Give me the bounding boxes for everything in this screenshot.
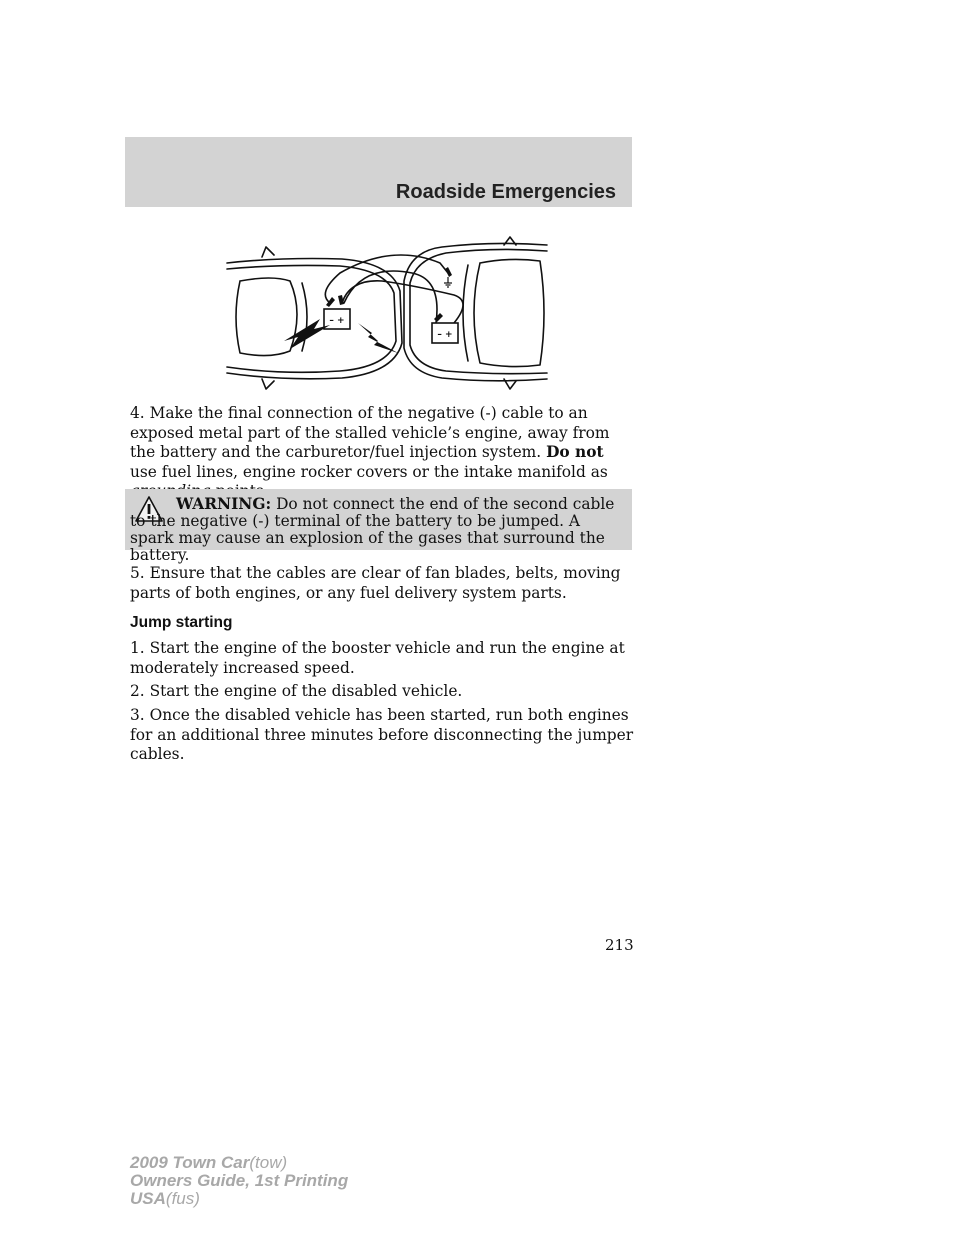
left-car-outline [227, 247, 402, 389]
jump-step-3: 3. Once the disabled vehicle has been started, run both engines for an additional three minutes before disconnecting the jumper cables. [130, 706, 634, 763]
warning-text: WARNING: Do not connect the end of the second cable to the negative (-) terminal of the battery to be jumped. A spark may cause an explosion of the gases that surround the battery. [130, 495, 615, 564]
clamp-4 [434, 313, 443, 322]
step-5-paragraph: 5. Ensure that the cables are clear of fan blades, belts, moving parts of both engines, or any fuel delivery system parts. [130, 564, 621, 602]
jump-step-1: 1. Start the engine of the booster vehicle and run the engine at moderately increased speed. [130, 639, 625, 677]
right-car-outline [404, 237, 547, 389]
clamp-3 [445, 267, 452, 277]
jump-step-2: 2. Start the engine of the disabled vehicle. [130, 682, 463, 700]
positive-cable [325, 255, 448, 303]
warning-box [125, 489, 632, 564]
negative-cable-a [342, 281, 463, 323]
clamp-2 [338, 295, 344, 305]
jump-starting-heading: Jump starting [130, 614, 233, 631]
battery-right [432, 323, 458, 343]
battery-right-label: – + [437, 330, 453, 340]
footer: 2009 Town Car(tow) Owners Guide, 1st Printing USA(fus) [130, 1153, 349, 1208]
step-4-paragraph: 4. Make the final connection of the negative (-) cable to an exposed metal part of the stalled vehicle’s engine, away from the battery and the carburetor/fuel injection system. Do not use fuel lines, engine rocker covers or the intake manifold as [130, 404, 610, 481]
ground-icon [444, 277, 452, 287]
page-title: Roadside Emergencies [395, 181, 616, 203]
jump-start-diagram [222, 233, 552, 398]
page-number: 213 [605, 936, 634, 954]
battery-left-label: – + [329, 316, 345, 326]
clamp-1 [326, 297, 335, 307]
negative-cable-b [344, 271, 437, 323]
header-band [125, 137, 632, 207]
